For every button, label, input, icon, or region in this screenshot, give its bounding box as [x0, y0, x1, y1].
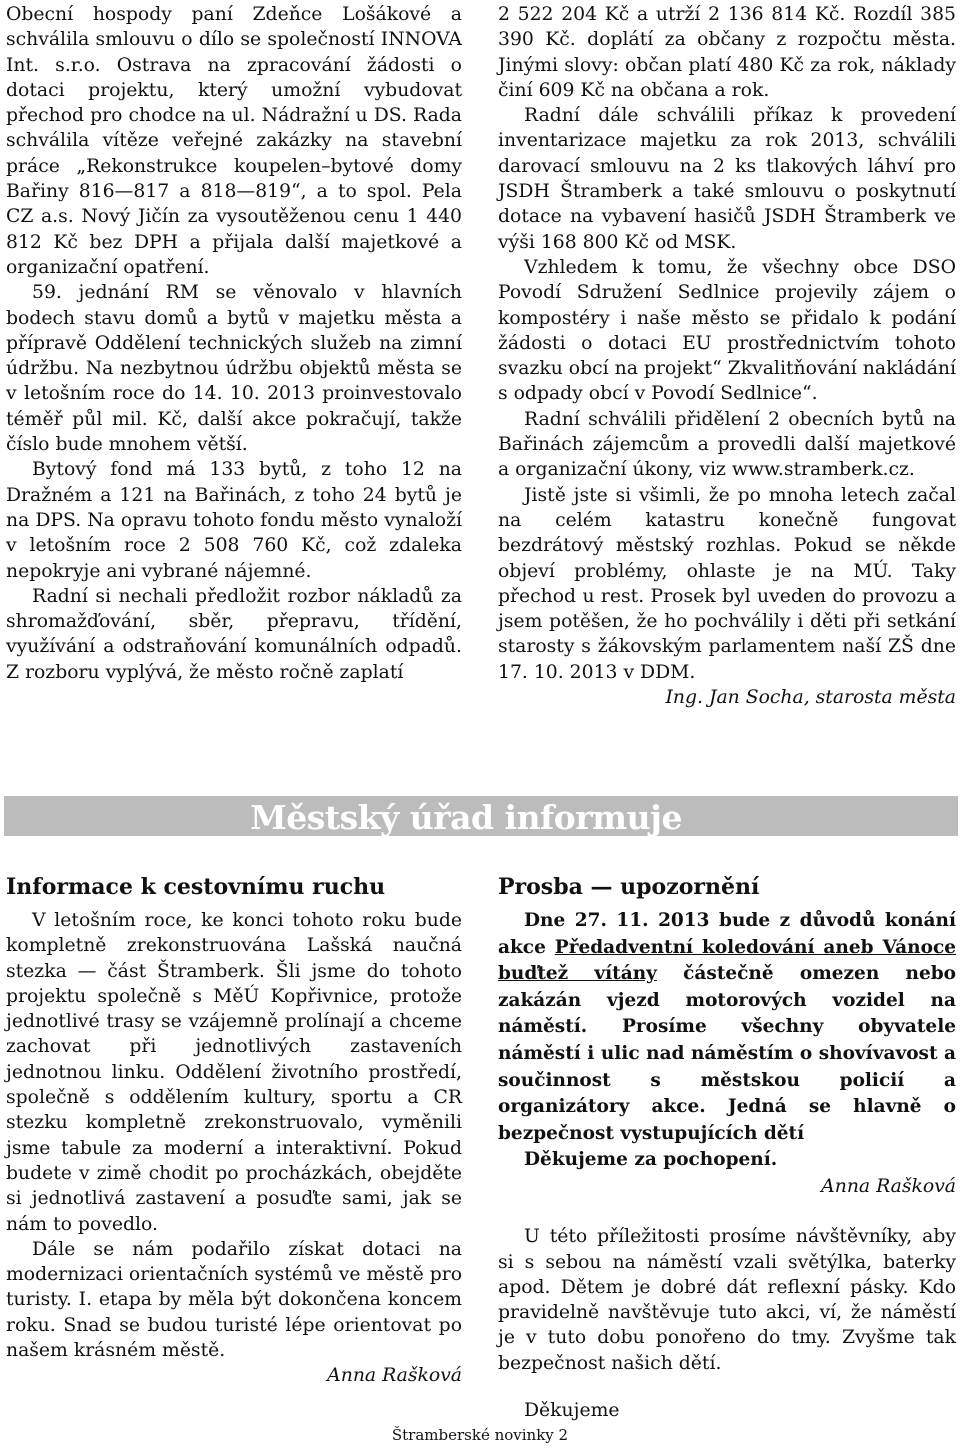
article-title: Informace k cestovnímu ruchu: [6, 874, 386, 900]
event-name: Předadventní koledování aneb Vánoce buďtež vítány: [498, 936, 956, 985]
column-top-right: [498, 2, 956, 710]
paragraph: Vzhledem k tomu, že všechny obce DSO Povodí Sdružení Sedlnice projevily zájem o kompostéry i naše město se přidalo k podání žádosti o dotaci EU prostřednictvím tohoto svazku obcí na projekt“ Zkvalitňování nakládání s odpady obcí v Povodí Sedlnice“.: [498, 256, 956, 405]
paragraph: 2 522 204 Kč a utrží 2 136 814 Kč. Rozdíl 385 390 Kč. doplátí za občany z rozpočtu města. Jinými slovy: občan platí 480 Kč za rok, náklady činí 609 Kč na občana a rok.: [498, 4, 956, 101]
author-signature: Anna Rašková: [821, 1175, 956, 1197]
paragraph: Bytový fond má 133 bytů, z toho 12 na Dražném a 121 na Bařinách, z toho 24 bytů je na DPS. Na opravu tohoto fondu město vynaloží v letošním roce 2 508 760 Kč, což zdaleka nepokryje ani vybrané nájemné.: [6, 459, 462, 582]
paragraph: V letošním roce, ke konci tohoto roku bude kompletně zrekonstruována Lašská naučná stezka — část Štramberk. Šli jsme do tohoto projektu společně s MěÚ Kopřivnice, protože jednotlivé trasy se vzájemně prolínají a chceme zachovat při jednotlivých zastaveních jednotnou linku. Oddělení životního prostředí, společně s oddělením kultury, sportu a CR stezku kompletně zrekonstruovalo, vyměnili jsme tabule za moderní a interaktivní. Pokud budete v zimě chodit po procházkách, obejděte si jednotlivá zastavení a posuďte sami, jak se nám to povedlo.: [6, 910, 462, 1235]
thanks-text: Děkujeme za pochopení.: [524, 1149, 778, 1171]
article-notice: [498, 872, 956, 1423]
paragraph: Radní si nechali předložit rozbor nákladů za shromažďování, sběr, přepravu, třídění, využívání a odstraňování komunálních odpadů. Z rozboru vyplývá, že město ročně zaplatí: [6, 585, 462, 683]
paragraph: Děkujeme: [524, 1400, 620, 1422]
paragraph: Dále se nám podařilo získat dotaci na modernizaci orientačních systémů ve městě pro turisty. I. etapa by měla být dokončena koncem roku. Snad se budou turisté lépe orientovat po našem krásném městě.: [6, 1238, 462, 1362]
author-signature: Ing. Jan Socha, starosta města: [665, 687, 956, 709]
article-tourism: [6, 872, 462, 1389]
notice-text: částečně omezen nebo zakázán vjezd motorových vozidel na náměstí. Prosíme všechny obyvatele náměstí i ulic nad náměstím o shovívavost a součinnost s městskou policií a organizátory akce. Jedná se hlavně o bezpečnost vystupujících dětí: [498, 963, 957, 1144]
author-signature: Anna Rašková: [327, 1365, 462, 1387]
article-title: Prosba — upozornění: [498, 874, 760, 900]
section-banner: [4, 796, 958, 836]
section-title: Městský úřad informuje: [250, 798, 682, 837]
column-top-left: [6, 2, 462, 685]
page-footer: Štramberské novinky 2: [391, 1426, 569, 1444]
paragraph: Radní schválili přidělení 2 obecních bytů na Bařinách zájemcům a provedli další majetkové a organizační úkony, viz www.stramberk.cz.: [498, 408, 956, 481]
notice-text: Dne 27. 11. 2013 bude z důvodů konání akce: [498, 910, 956, 958]
paragraph: 59. jednání RM se věnovalo v hlavních bodech stavu domů a bytů v majetku města a přípravě Oddělení technických služeb na zimní údržbu. Na nezbytnou údržbu objektů města se v letošním roce do 14. 10. 2013 proinvestovalo téměř půl mil. Kč, další akce pokračují, takže číslo bude mnohem větší.: [6, 282, 462, 456]
paragraph: Obecní hospody paní Zdeňce Lošákové a schválila smlouvu o dílo se společností INNOVA Int. s.r.o. Ostrava na zpracování žádosti o dotaci projektu, který umožní vybudovat přechod pro chodce na ul. Nádražní u DS. Rada schválila vítěze veřejné zakázky na stavební práce „Rekonstrukce koupelen–bytové domy Bařiny 816—817 a 818—819“, a to spol. Pela CZ a.s. Nový Jičín za vysoutěženou cenu 1 440 812 Kč bez DPH a přijala další majetkové a organizační opatření.: [6, 4, 462, 278]
notice-paragraph: [498, 908, 956, 1147]
paragraph: U této příležitosti prosíme návštěvníky, aby si s sebou na náměstí vzali světýlka, baterky apod. Dětem je dobré dát reflexní pásky. Kdo pravidelně navštěvuje tuto akci, ví, že náměstí je v tuto dobu ponořeno do tmy. Zvyšme tak bezpečnost našich dětí.: [498, 1226, 956, 1374]
paragraph: Jistě jste si všimli, že po mnoha letech začal na celém katastru konečně fungovat bezdrátový městský rozhlas. Pokud se někde objeví problémy, ohlaste je na MÚ. Taky přechod u rest. Prosek byl uveden do provozu a jsem potěšen, že ho pochválily i děti při setkání starosty s žákovským parlamentem naší ZŠ dne 17. 10. 2013 v DDM.: [498, 484, 956, 683]
paragraph: Radní dále schválili příkaz k provedení inventarizace majetku za rok 2013, schválili darovací smlouvu na 2 ks tlakových láhví pro JSDH Štramberk a také smlouvu o poskytnutí dotace na vybavení hasičů JSDH Štramberk ve výši 168 800 Kč od MSK.: [498, 105, 956, 253]
